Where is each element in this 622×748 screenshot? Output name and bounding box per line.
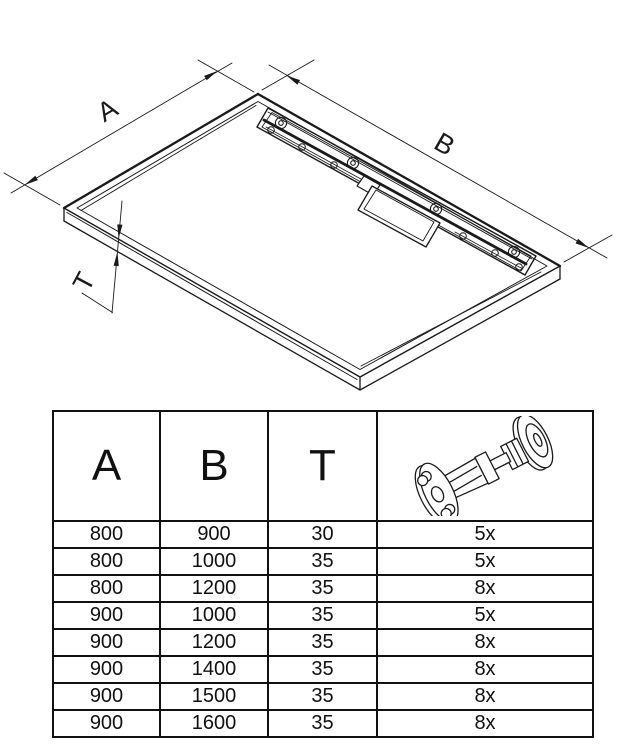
cell-qty: 8x [377, 710, 593, 737]
cell-qty: 5x [377, 521, 593, 548]
table-row [53, 602, 593, 629]
header-a: A [53, 411, 160, 521]
arrowhead [117, 224, 122, 238]
cell-t: 35 [268, 710, 377, 737]
dimension-t [82, 201, 123, 313]
cell-a: 900 [53, 629, 160, 656]
table-row [53, 548, 593, 575]
cell-a: 900 [53, 683, 160, 710]
cell-qty: 5x [377, 602, 593, 629]
cell-a: 800 [53, 548, 160, 575]
cell-qty: 5x [377, 548, 593, 575]
cell-qty: 8x [377, 683, 593, 710]
cell-t: 35 [268, 548, 377, 575]
cell-b: 1200 [160, 629, 268, 656]
cell-qty: 8x [377, 629, 593, 656]
drain-slot [264, 120, 526, 264]
cell-t: 30 [268, 521, 377, 548]
arrowhead [287, 76, 301, 85]
cell-t: 35 [268, 575, 377, 602]
cell-qty: 8x [377, 575, 593, 602]
cell-a: 900 [53, 602, 160, 629]
cell-b: 1200 [160, 575, 268, 602]
header-qty [377, 411, 593, 521]
spec-table [52, 410, 594, 738]
arrowhead [204, 71, 217, 80]
table-row [53, 629, 593, 656]
table-header-row [53, 411, 593, 521]
arrowhead [114, 252, 119, 266]
dimension-a [4, 60, 254, 205]
cell-b: 1000 [160, 602, 268, 629]
cell-a: 800 [53, 575, 160, 602]
cell-t: 35 [268, 629, 377, 656]
cell-qty: 8x [377, 656, 593, 683]
cell-b: 1600 [160, 710, 268, 737]
drain-channel [257, 108, 536, 275]
table-row [53, 521, 593, 548]
arrowhead [25, 176, 38, 185]
table-row [53, 710, 593, 737]
cell-b: 1400 [160, 656, 268, 683]
arrowhead [576, 239, 590, 248]
cell-t: 35 [268, 656, 377, 683]
cell-b: 900 [160, 521, 268, 548]
cell-t: 35 [268, 683, 377, 710]
drain-outlet [357, 176, 440, 247]
dim-label-a: A [92, 92, 123, 128]
cell-b: 1500 [160, 683, 268, 710]
tray-side-faces [64, 208, 560, 390]
cell-b: 1000 [160, 548, 268, 575]
cell-a: 900 [53, 710, 160, 737]
header-t: T [268, 411, 377, 521]
table-row [53, 683, 593, 710]
table-row [53, 575, 593, 602]
cell-a: 800 [53, 521, 160, 548]
cell-a: 900 [53, 656, 160, 683]
dim-label-t: T [66, 267, 102, 297]
cell-t: 35 [268, 602, 377, 629]
header-b: B [160, 411, 268, 521]
dimension-b [262, 60, 612, 262]
dim-label-b: B [429, 126, 460, 162]
table-row [53, 656, 593, 683]
leveling-foot-icon [395, 416, 575, 516]
